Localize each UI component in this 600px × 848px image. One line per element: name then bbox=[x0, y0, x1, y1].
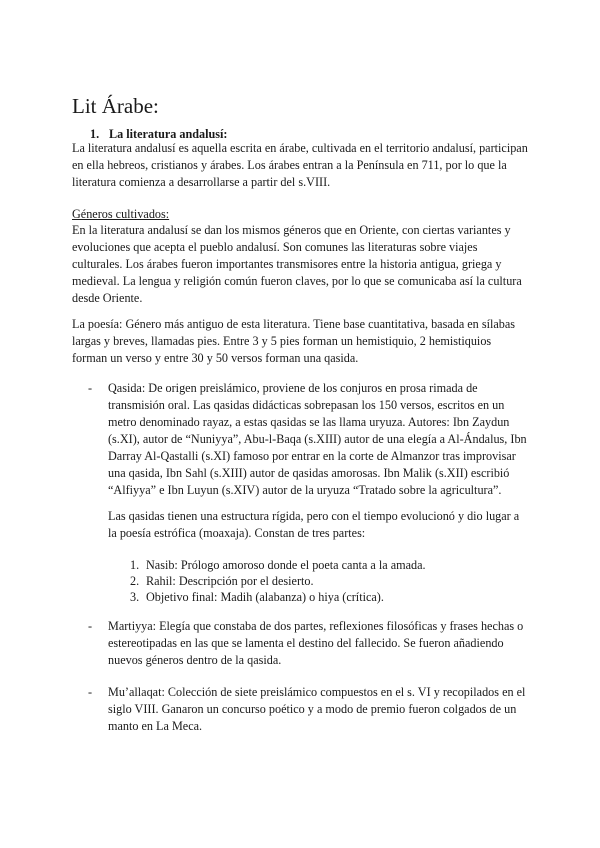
list-item-text: Nasib: Prólogo amoroso donde el poeta canta a la amada. bbox=[146, 558, 426, 572]
qasida-structure-paragraph: Las qasidas tienen una estructura rígida, pero con el tiempo evolucionó y dio lugar a la poesía estrófica (moaxaja). Constan de tres partes: bbox=[108, 509, 520, 540]
list-number: 2. bbox=[130, 574, 140, 588]
bullet-dash: - bbox=[88, 619, 93, 633]
bullet-martiyya bbox=[88, 618, 528, 669]
bullet-text: Qasida: De origen preislámico, proviene de los conjuros en prosa rimada de transmisión oral. Las qasidas didácticas sobrepasan los 150 versos, escritos en un metro denominado rayaz, a estas qasidas se las llama uryuza. Autores: Ibn Zaydun (s.XI), autor de “Nuniyya”, Abu-l-Baqa (s.XIII) autor de una elegía a Al-Ándalus, Ibn Darray Al-Qastalli (s.XI) famoso por entrar en la corte de Almanzor tras improvisar una qasida, Ibn Sahl (s.XIII) autor de qasidas amorosas. Ibn Malik (s.XII) escribió “Alfiyya” e Ibn Luyun (s.XIV) autor de la uryuza “Tratado sobre la agricultura”. bbox=[108, 381, 527, 497]
poesia-paragraph: La poesía: Género más antiguo de esta literatura. Tiene base cuantitativa, basada en sílabas largas y breves, llamadas pies. Entre 3 y 5 pies forman un hemistiquio, 2 hemistiquios forman un verso y entre 30 y 50 versos forman una qasida. bbox=[72, 317, 515, 365]
list-item-text: Rahil: Descripción por el desierto. bbox=[146, 574, 314, 588]
section-heading-text: La literatura andalusí: bbox=[109, 127, 228, 141]
bullet-dash: - bbox=[88, 381, 93, 395]
list-item bbox=[130, 573, 426, 589]
bullet-dash: - bbox=[88, 685, 93, 699]
bullet-text: Martiyya: Elegía que constaba de dos partes, reflexiones filosóficas y frases hechas o estereotipadas en las que se lamenta el destino del fallecido. Se fueron añadiendo nuevos géneros dentro de la qasida. bbox=[108, 619, 524, 667]
bullet-text: Mu’allaqat: Colección de siete preislámico compuestos en el s. VI y recopilados en el siglo VIII. Ganaron un concurso poético y a modo de premio fueron colgados de un manto en La Meca. bbox=[108, 685, 526, 733]
list-item bbox=[130, 557, 426, 573]
qasida-parts-list bbox=[130, 557, 426, 605]
intro-paragraph: La literatura andalusí es aquella escrita en árabe, cultivada en el territorio andalusí, participan en ella hebreos, cristianos y árabes. Los árabes entran a la Península en 711, por lo que la literatura comienza a desarrollarse a partir del s.VIII. bbox=[72, 141, 528, 189]
page-title: Lit Árabe: bbox=[72, 94, 159, 118]
list-item bbox=[130, 589, 426, 605]
section-number: 1. bbox=[90, 127, 100, 141]
list-item-text: Objetivo final: Madih (alabanza) o hiya (crítica). bbox=[146, 590, 384, 604]
bullet-qasida bbox=[88, 380, 528, 499]
generos-heading: Géneros cultivados: bbox=[72, 207, 170, 221]
list-number: 3. bbox=[130, 590, 140, 604]
bullet-muallaqat bbox=[88, 684, 528, 735]
list-number: 1. bbox=[130, 558, 140, 572]
generos-paragraph: En la literatura andalusí se dan los mismos géneros que en Oriente, con ciertas variantes y evoluciones que acepta el pueblo andalusí. Son comunes las literaturas sobre viajes culturales. Los árabes fueron importantes transmisores entre la historia antigua, griega y medieval. La lengua y religión común fueron claves, por lo que se comunicaba así la cultura desde Oriente. bbox=[72, 223, 522, 305]
